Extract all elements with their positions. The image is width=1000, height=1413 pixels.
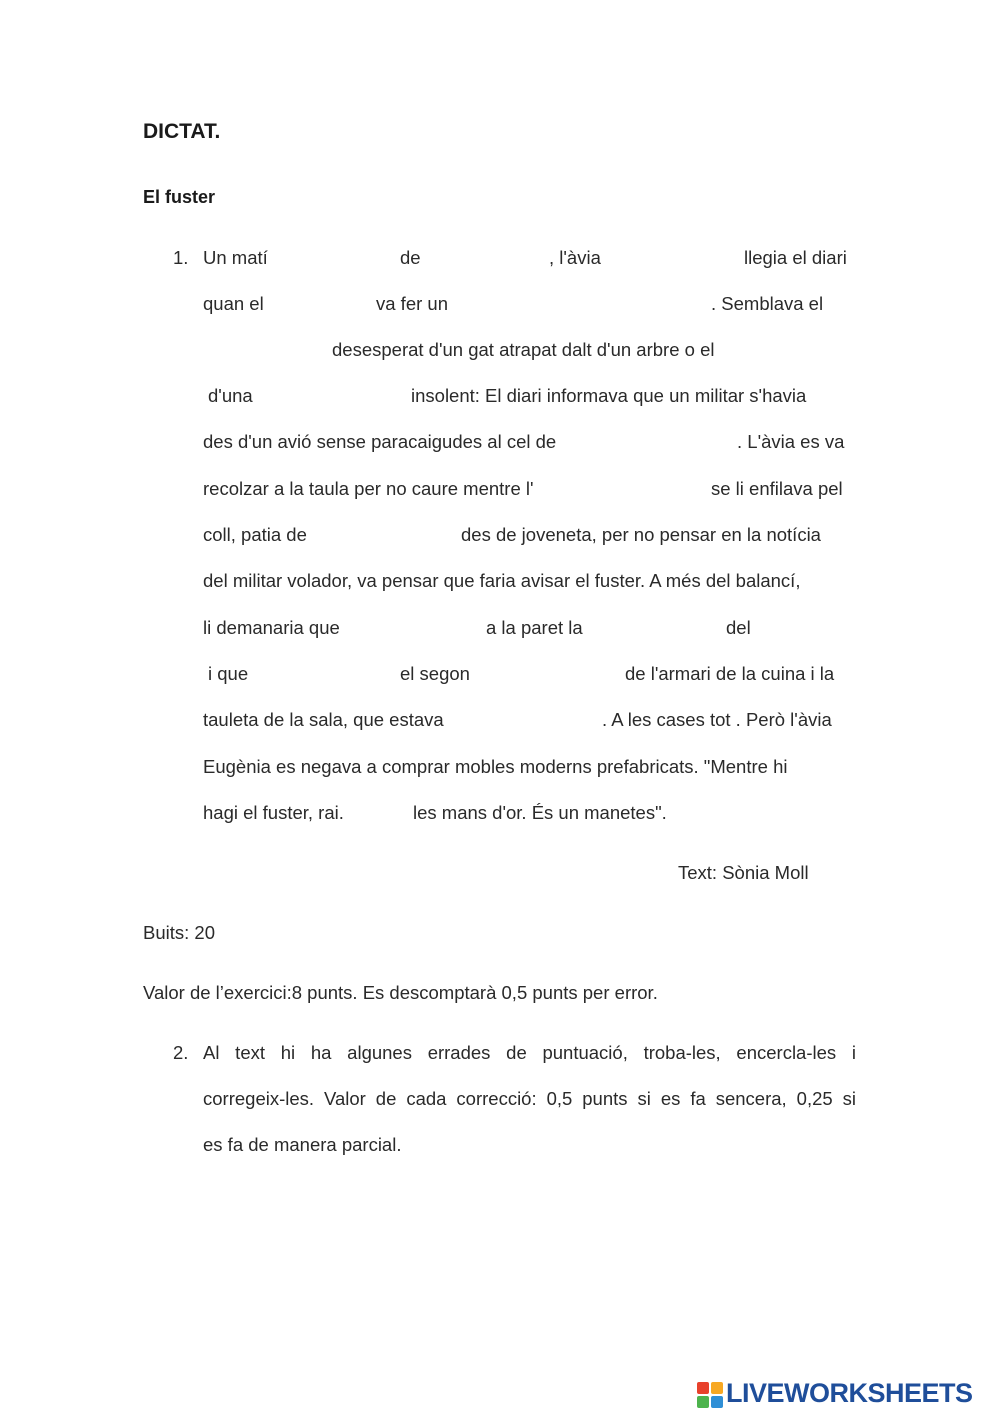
gap-input[interactable]: [430, 245, 546, 271]
text-fragment: del militar volador, va pensar que faria avisar el fuster. A més del balancí,: [203, 570, 801, 591]
page-title: DICTAT.: [143, 120, 221, 143]
gap-input[interactable]: [462, 291, 704, 317]
text-fragment: insolent: El diari informava que un militar s'havia: [411, 385, 807, 406]
gap-input[interactable]: [578, 476, 704, 502]
text-fragment: tauleta de la sala, que estava: [203, 709, 444, 730]
text-fragment: Eugènia es negava a comprar mobles moderns prefabricats. "Mentre hi: [203, 756, 788, 777]
page-subtitle: El fuster: [143, 187, 216, 207]
gap-input[interactable]: [612, 245, 738, 271]
text-fragment: , l'àvia: [549, 247, 601, 268]
text-fragment: . A les cases tot . Però l'àvia: [602, 709, 832, 730]
text-fragment: Un matí: [203, 247, 268, 268]
liveworksheets-logo-mark-icon: [697, 1382, 723, 1408]
text-fragment: de l'armari de la cuina i la: [625, 663, 835, 684]
text-fragment: des d'un avió sense paracaigudes al cel de: [203, 431, 557, 452]
gap-input[interactable]: [600, 429, 730, 455]
text-fragment: el segon: [400, 663, 470, 684]
text-fragment: del: [726, 617, 751, 638]
text-fragment: . L'àvia es va: [737, 431, 845, 452]
gap-input[interactable]: [472, 707, 596, 733]
text-fragment: i que: [208, 663, 249, 684]
gap-input[interactable]: [276, 291, 370, 317]
text-fragment: . Semblava el: [711, 293, 824, 314]
text-fragment: se li enfilava pel: [711, 478, 843, 499]
text-fragment: les mans d'or. És un manetes".: [413, 802, 667, 823]
gap-input[interactable]: [362, 800, 408, 826]
gap-input[interactable]: [758, 615, 854, 641]
exercise-2-number: 2.: [173, 1042, 189, 1063]
gap-input[interactable]: [258, 661, 394, 687]
text-fragment: hagi el fuster, rai.: [203, 802, 344, 823]
text-fragment: quan el: [203, 293, 264, 314]
text-fragment: desesperat d'un gat atrapat dalt d'un arbre o el: [332, 339, 715, 360]
text-fragment: recolzar a la taula per no caure mentre l': [203, 478, 534, 499]
text-fragment: va fer un: [376, 293, 448, 314]
exercise-1-number: 1.: [173, 247, 189, 268]
text-fragment: d'una: [208, 385, 253, 406]
text-fragment: a la paret la: [486, 617, 583, 638]
liveworksheets-brand: LIVEWORKSHEETS: [726, 1378, 973, 1408]
text-fragment: coll, patia de: [203, 524, 307, 545]
text-fragment: li demanaria que: [203, 617, 340, 638]
gap-input[interactable]: [358, 615, 480, 641]
gap-input[interactable]: [324, 522, 454, 548]
gaps-count: Buits: 20: [143, 922, 215, 943]
text-credit: Text: Sònia Moll: [678, 862, 809, 883]
exercise-2-line: Al text hi ha algunes errades de puntuació, troba-les, encercla-les i: [203, 1042, 856, 1063]
gap-input[interactable]: [598, 615, 718, 641]
exercise-2-line: es fa de manera parcial.: [203, 1134, 402, 1155]
gap-input[interactable]: [484, 661, 618, 687]
gap-input[interactable]: [264, 383, 404, 409]
gap-input[interactable]: [203, 337, 327, 363]
exercise-2-line: corregeix-les. Valor de cada correcció: 0,5 punts si es fa sencera, 0,25 si: [203, 1088, 856, 1109]
text-fragment: de: [400, 247, 421, 268]
text-fragment: llegia el diari: [744, 247, 847, 268]
exercise-value: Valor de l’exercici:8 punts. Es descomptarà 0,5 punts per error.: [143, 982, 658, 1003]
gap-input[interactable]: [282, 245, 394, 271]
text-fragment: des de joveneta, per no pensar en la notícia: [461, 524, 821, 545]
